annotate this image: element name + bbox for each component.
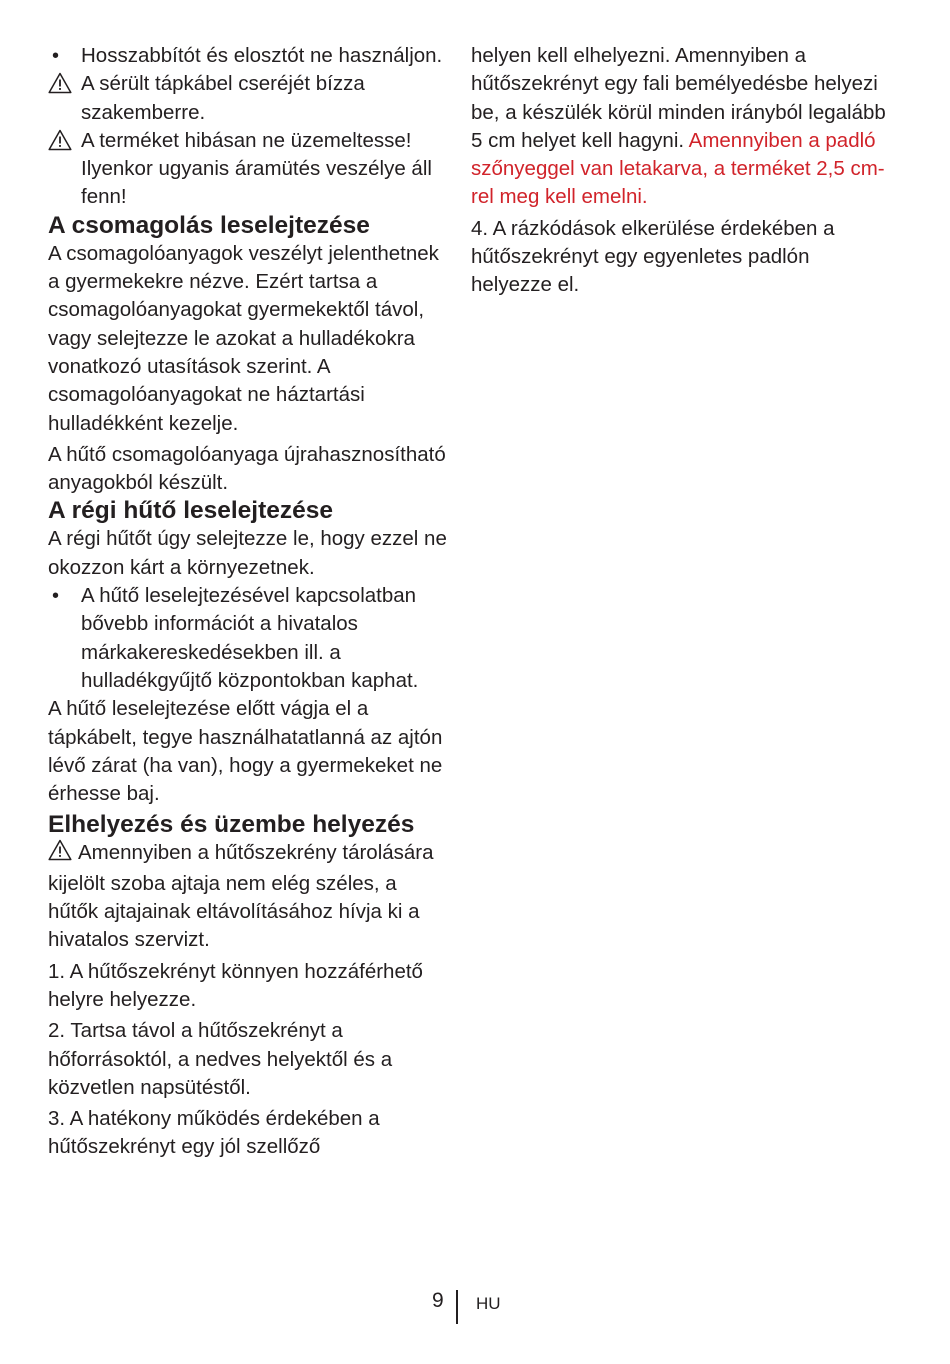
bullet-icon: • — [52, 45, 60, 67]
section-heading-old-fridge: A régi hűtő leselejtezése — [48, 497, 334, 525]
right-column — [471, 42, 891, 300]
bullet-icon: • — [52, 585, 60, 608]
bullet-item — [48, 582, 448, 695]
paragraph: A csomagolóanyagok veszélyt jelenthetnek a gyermekekre nézve. Ezért tartsa a csomagolóanyagokat gyermekektől távol, vagy selejtezze le azokat a hulladékokra vonatkozó utasítások szerint. A csomagolóanyagokat ne háztartási hulladékként kezelje. — [48, 241, 439, 435]
warning-text: A terméket hibásan ne üzemeltesse! Ilyenkor ugyanis áramütés veszélye áll fenn! — [81, 128, 432, 209]
paragraph: A hűtő leselejtezése előtt vágja el a tápkábelt, tegye használhatatlanná az ajtón lévő zárat (ha van), hogy a gyermekeket ne érhesse baj. — [48, 697, 443, 806]
numbered-item: 3. A hatékony működés érdekében a hűtőszekrényt egy jól szellőző — [48, 1107, 380, 1159]
highlighted-text: Amennyiben a padló szőnyeggel van letakarva, a terméket 2,5 cm-rel meg kell emelni. — [471, 128, 885, 209]
warning-triangle-icon — [48, 72, 72, 102]
section-heading-packaging: A csomagolás leselejtezése — [48, 211, 370, 239]
warning-item — [48, 70, 448, 127]
paragraph-text: helyen kell elhelyezni. Amennyiben a hűtőszekrényt egy fali bemélyedésbe helyezi be, a készülék körül minden irányból legalább 5 cm helyet kell hagyni. — [471, 44, 886, 152]
warning-text: A sérült tápkábel cseréjét bízza szakemberre. — [81, 72, 365, 124]
paragraph: A régi hűtőt úgy selejtezze le, hogy ezzel ne okozzon kárt a környezetnek. — [48, 527, 447, 579]
numbered-item: 2. Tartsa távol a hűtőszekrényt a hőforrásoktól, a nedves helyektől és a közvetlen napsütéstől. — [48, 1019, 393, 1099]
section-heading-installation: Elhelyezés és üzembe helyezés — [48, 811, 415, 839]
warning-item — [48, 127, 448, 212]
language-code: HU — [476, 1294, 501, 1313]
warning-triangle-icon — [48, 129, 72, 159]
bullet-text: A hűtő leselejtezésével kapcsolatban bővebb információt a hivatalos márkakereskedésekben ill. a hulladékgyűjtő központokban kaphat. — [81, 584, 419, 692]
paragraph: A hűtő csomagolóanyaga újrahasznosítható anyagokból készült. — [48, 442, 446, 495]
footer-divider — [456, 1290, 458, 1324]
numbered-item: 4. A rázkódások elkerülése érdekében a hűtőszekrényt egy egyenletes padlón helyezze el. — [471, 216, 835, 297]
bullet-item — [48, 42, 448, 70]
warning-triangle-icon — [48, 839, 72, 869]
warning-paragraph — [48, 839, 448, 954]
numbered-item: 1. A hűtőszekrényt könnyen hozzáférhető helyre helyezze. — [48, 959, 423, 1011]
bullet-text: Hosszabbítót és elosztót ne használjon. — [81, 44, 443, 67]
warning-text: Amennyiben a hűtőszekrény tárolására kijelölt szoba ajtaja nem elég széles, a hűtők ajtajainak eltávolításához hívja ki a hivatalos szervizt. — [48, 841, 434, 952]
paragraph — [471, 42, 891, 212]
page-number: 9 — [432, 1289, 444, 1312]
left-column — [48, 42, 448, 1162]
